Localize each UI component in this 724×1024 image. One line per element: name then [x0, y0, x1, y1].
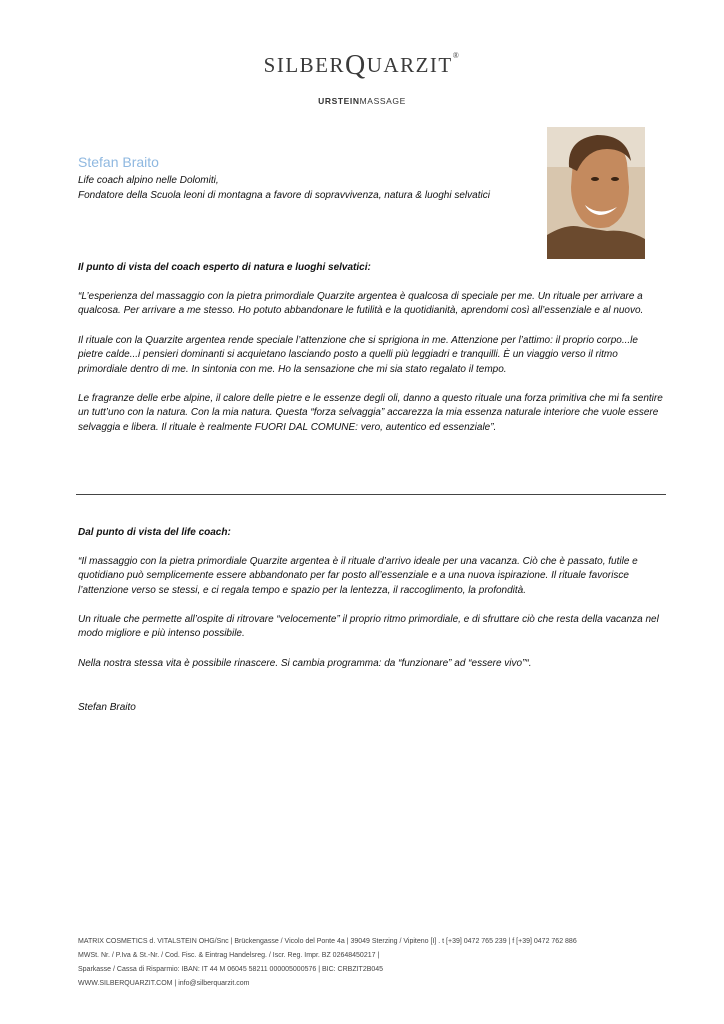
footer-line-1: MATRIX COSMETICS d. VITALSTEIN OHG/Snc | Brückengasse / Vicolo del Ponte 4a | 39049 Sterzing / Vipiteno [I] . t [+39] 0472 765 239 | f [+39] 0472 762 886 — [78, 938, 577, 945]
registered-mark: ® — [452, 51, 461, 60]
section2-heading: Dal punto di vista del life coach: — [78, 527, 231, 538]
author-role-line1: Life coach alpino nelle Dolomiti, — [78, 175, 219, 186]
subtitle-light: MASSAGE — [359, 96, 406, 106]
section1-paragraph-2: Il rituale con la Quarzite argentea rende speciale l’attenzione che si sprigiona in me. Attenzione per l’attimo: il proprio corpo...le pietre calde...i pensieri dominanti si acquietano lasciando posto a quelli più leggiadri e tranquilli. È un viaggio verso il ritmo primordiale dentro di me. In sintonia con me. Ho la sensazione che mi sia stato regalato il tempo. — [78, 335, 638, 375]
section2-paragraph-2: Un rituale che permette all’ospite di ritrovare “velocemente” il proprio ritmo primordiale, e di sfruttare ciò che resta della vacanza nel modo migliore e più intenso possibile. — [78, 614, 659, 640]
brand-logo — [0, 48, 724, 80]
portrait-illustration — [547, 127, 645, 259]
brand-subtitle — [0, 96, 724, 106]
section2-paragraph-1: “Il massaggio con la pietra primordiale Quarzite argentea è il rituale d’arrivo ideale per una vacanza. Ciò che è passato, futile e quotidiano può semplicemente essere abbandonato per far posto all’essenziale e a una nuova ispirazione. Il rituale favorisce l’attenzione verso se stessi, e ci regala tempo e spazio per la lentezza, il raccoglimento, la profondità. — [78, 556, 638, 596]
signature: Stefan Braito — [78, 702, 136, 713]
author-role-line2: Fondatore della Scuola leoni di montagna a favore di sopravvivenza, natura & luoghi selvatici — [78, 190, 490, 201]
brand-suffix: UARZIT — [366, 53, 453, 77]
author-name: Stefan Braito — [78, 154, 159, 170]
section1-paragraph-3: Le fragranze delle erbe alpine, il calore delle pietre e le essenze degli oli, danno a questo rituale una forza primitiva che mi fa sentire un tutt’uno con la natura. Con la mia natura. Questa “forza selvaggia” accarezza la mia essenza naturale interiore che vuole essere selvaggia e libera. Il rituale è realmente FUORI DAL COMUNE: vero, autentico ed essenziale”. — [78, 393, 663, 433]
footer-line-2: MWSt. Nr. / P.Iva & St.-Nr. / Cod. Fisc. & Eintrag Handelsreg. / Iscr. Reg. Impr. BZ 02648450217 | — [78, 952, 380, 959]
section1-paragraph-1: “L’esperienza del massaggio con la pietra primordiale Quarzite argentea è qualcosa di speciale per me. Un rituale per arrivare a qualcosa. Per arrivare a me stesso. Ho potuto abbandonare le futilità e la quotidianità, aprendomi così all’essenziale e al nuovo. — [78, 291, 644, 317]
section2-paragraph-3: Nella nostra stessa vita è possibile rinascere. Si cambia programma: da “funzionare” ad “essere vivo”“. — [78, 658, 532, 669]
section1-heading: Il punto di vista del coach esperto di natura e luoghi selvatici: — [78, 262, 371, 273]
subtitle-bold: URSTEIN — [318, 96, 360, 106]
section-divider — [76, 494, 666, 495]
brand-wordmark — [264, 48, 461, 80]
brand-prefix: SILBER — [263, 53, 346, 77]
portrait-photo — [547, 127, 645, 259]
brand-q: Q — [345, 50, 367, 81]
footer-line-3: Sparkasse / Cassa di Risparmio: IBAN: IT 44 M 06045 58211 000005000576 | BIC: CRBZIT2B045 — [78, 966, 384, 973]
footer-line-4: WWW.SILBERQUARZIT.COM | info@silberquarzit.com — [78, 980, 250, 987]
